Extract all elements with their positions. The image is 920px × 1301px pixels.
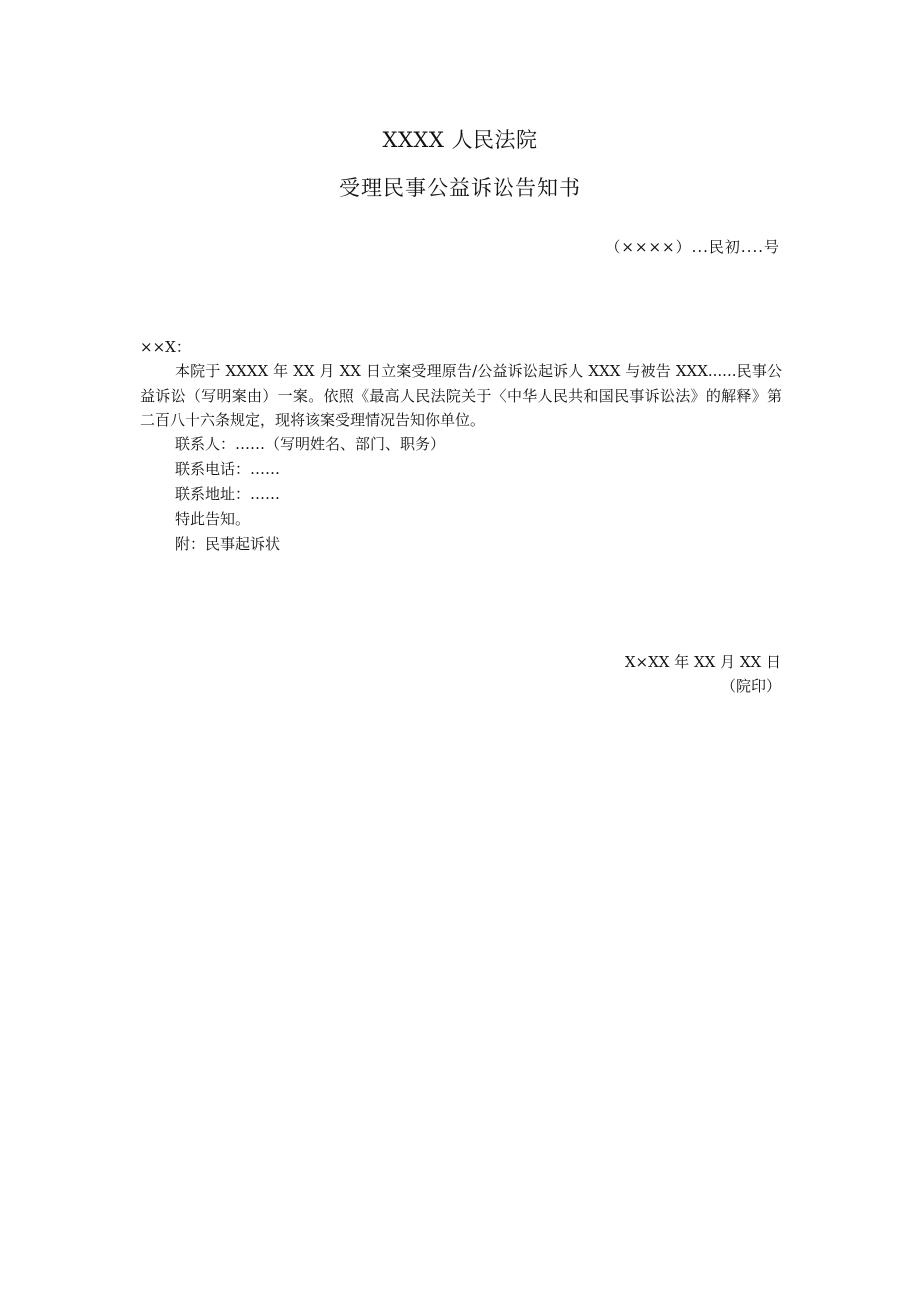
issue-date: X×XX 年 XX 月 XX 日 [624, 653, 781, 671]
contact-address: 联系地址：…… [175, 485, 281, 503]
closing-statement: 特此告知。 [175, 510, 251, 528]
case-number: （××××）...民初....号 [605, 238, 780, 256]
attachment-note: 附：民事起诉状 [175, 535, 281, 553]
contact-person: 联系人：……（写明姓名、部门、职务） [175, 435, 446, 453]
main-paragraph: 本院于 XXXX 年 XX 月 XX 日立案受理原告/公益诉讼起诉人 XXX 与被告 XXX......民事公益诉讼（写明案由）一案。依照《最高人民法院关于〈中华人民共和国民事诉讼法》的解释》第二百八十六条规定，现将该案受理情况告知你单位。 [140, 362, 782, 429]
court-name: XXXX 人民法院 [382, 128, 538, 152]
contact-phone: 联系电话：…… [175, 460, 281, 478]
document-title: 受理民事公益诉讼告知书 [339, 176, 581, 200]
addressee: ××X： [140, 338, 191, 356]
court-seal-label: （院印） [720, 677, 781, 695]
